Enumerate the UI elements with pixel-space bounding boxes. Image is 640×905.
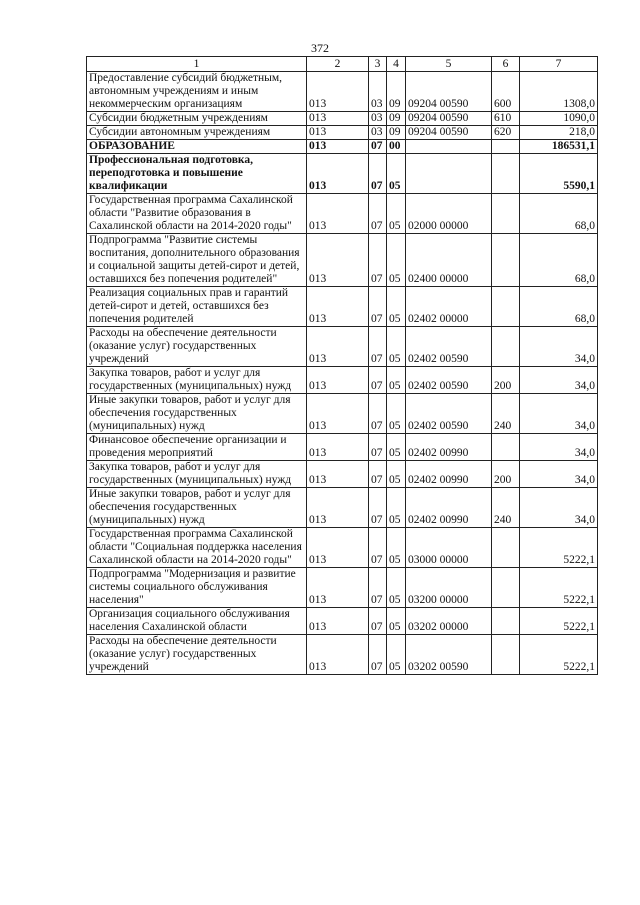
expense-type-code: 240 — [492, 488, 520, 528]
grbs-code: 013 — [307, 72, 369, 112]
expense-name: Организация социального обслуживания населения Сахалинской области — [87, 608, 307, 635]
section-code: 07 — [369, 461, 387, 488]
table-row — [87, 394, 598, 434]
subsection-code: 05 — [387, 568, 406, 608]
target-article-code: 03202 00000 — [406, 608, 492, 635]
section-code: 07 — [369, 488, 387, 528]
section-code: 07 — [369, 394, 387, 434]
grbs-code: 013 — [307, 635, 369, 675]
subsection-code: 00 — [387, 140, 406, 154]
table-row — [87, 635, 598, 675]
table-row — [87, 112, 598, 126]
table-row — [87, 488, 598, 528]
subsection-code: 05 — [387, 394, 406, 434]
column-header: 7 — [520, 57, 598, 72]
table-row — [87, 140, 598, 154]
amount: 5590,1 — [520, 154, 598, 194]
section-code: 07 — [369, 434, 387, 461]
expense-type-code — [492, 140, 520, 154]
expense-name: Закупка товаров, работ и услуг для государственных (муниципальных) нужд — [87, 367, 307, 394]
subsection-code: 05 — [387, 327, 406, 367]
table-row — [87, 194, 598, 234]
target-article-code: 02402 00990 — [406, 461, 492, 488]
amount: 68,0 — [520, 194, 598, 234]
amount: 186531,1 — [520, 140, 598, 154]
expense-type-code — [492, 568, 520, 608]
expense-name: Подпрограмма "Модернизация и развитие системы социального обслуживания населения" — [87, 568, 307, 608]
target-article-code: 09204 00590 — [406, 126, 492, 140]
column-header: 6 — [492, 57, 520, 72]
column-header: 3 — [369, 57, 387, 72]
grbs-code: 013 — [307, 434, 369, 461]
grbs-code: 013 — [307, 608, 369, 635]
column-header: 5 — [406, 57, 492, 72]
expense-type-code: 600 — [492, 72, 520, 112]
expense-name: Профессиональная подготовка, переподготовка и повышение квалификации — [87, 154, 307, 194]
amount: 1308,0 — [520, 72, 598, 112]
column-header: 4 — [387, 57, 406, 72]
budget-table-body — [87, 57, 598, 675]
target-article-code: 03202 00590 — [406, 635, 492, 675]
subsection-code: 05 — [387, 461, 406, 488]
table-row — [87, 568, 598, 608]
expense-type-code: 200 — [492, 461, 520, 488]
section-code: 07 — [369, 367, 387, 394]
section-code: 07 — [369, 154, 387, 194]
expense-name: Иные закупки товаров, работ и услуг для обеспечения государственных (муниципальных) нужд — [87, 488, 307, 528]
amount: 34,0 — [520, 367, 598, 394]
subsection-code: 05 — [387, 635, 406, 675]
expense-name: Государственная программа Сахалинской области "Социальная поддержка населения Сахалинской области на 2014-2020 годы" — [87, 528, 307, 568]
expense-type-code: 240 — [492, 394, 520, 434]
grbs-code: 013 — [307, 140, 369, 154]
expense-type-code — [492, 528, 520, 568]
section-code: 07 — [369, 194, 387, 234]
expense-name: Расходы на обеспечение деятельности (оказание услуг) государственных учреждений — [87, 327, 307, 367]
grbs-code: 013 — [307, 154, 369, 194]
amount: 34,0 — [520, 327, 598, 367]
page-number: 372 — [311, 41, 329, 55]
section-code: 07 — [369, 327, 387, 367]
expense-name: Подпрограмма "Развитие системы воспитания, дополнительного образования и социальной защиты детей-сирот и детей, оставшихся без попечения родителей" — [87, 234, 307, 287]
table-row — [87, 434, 598, 461]
subsection-code: 05 — [387, 434, 406, 461]
table-row — [87, 528, 598, 568]
target-article-code — [406, 154, 492, 194]
grbs-code: 013 — [307, 394, 369, 434]
expense-name: Закупка товаров, работ и услуг для государственных (муниципальных) нужд — [87, 461, 307, 488]
table-row — [87, 327, 598, 367]
column-header-row — [87, 57, 598, 72]
expense-type-code — [492, 635, 520, 675]
section-code: 03 — [369, 112, 387, 126]
expense-type-code — [492, 327, 520, 367]
subsection-code: 05 — [387, 528, 406, 568]
subsection-code: 05 — [387, 194, 406, 234]
target-article-code: 09204 00590 — [406, 112, 492, 126]
expense-type-code — [492, 287, 520, 327]
amount: 68,0 — [520, 234, 598, 287]
subsection-code: 05 — [387, 287, 406, 327]
budget-table — [86, 56, 598, 675]
target-article-code: 02400 00000 — [406, 234, 492, 287]
amount: 1090,0 — [520, 112, 598, 126]
amount: 34,0 — [520, 461, 598, 488]
subsection-code: 09 — [387, 126, 406, 140]
expense-name: ОБРАЗОВАНИЕ — [87, 140, 307, 154]
expense-type-code: 200 — [492, 367, 520, 394]
grbs-code: 013 — [307, 461, 369, 488]
target-article-code: 03200 00000 — [406, 568, 492, 608]
amount: 34,0 — [520, 394, 598, 434]
amount: 5222,1 — [520, 528, 598, 568]
section-code: 03 — [369, 126, 387, 140]
expense-type-code: 610 — [492, 112, 520, 126]
grbs-code: 013 — [307, 488, 369, 528]
column-header: 1 — [87, 57, 307, 72]
subsection-code: 09 — [387, 72, 406, 112]
target-article-code: 09204 00590 — [406, 72, 492, 112]
table-row — [87, 154, 598, 194]
expense-type-code — [492, 154, 520, 194]
table-row — [87, 126, 598, 140]
expense-name: Государственная программа Сахалинской области "Развитие образования в Сахалинской области на 2014-2020 годы" — [87, 194, 307, 234]
target-article-code — [406, 140, 492, 154]
expense-name: Предоставление субсидий бюджетным, автономным учреждениям и иным некоммерческим организациям — [87, 72, 307, 112]
amount: 218,0 — [520, 126, 598, 140]
expense-name: Расходы на обеспечение деятельности (оказание услуг) государственных учреждений — [87, 635, 307, 675]
target-article-code: 02402 00990 — [406, 488, 492, 528]
section-code: 07 — [369, 234, 387, 287]
section-code: 07 — [369, 568, 387, 608]
amount: 5222,1 — [520, 635, 598, 675]
target-article-code: 02402 00590 — [406, 327, 492, 367]
subsection-code: 05 — [387, 608, 406, 635]
table-row — [87, 608, 598, 635]
expense-name: Субсидии автономным учреждениям — [87, 126, 307, 140]
expense-type-code — [492, 234, 520, 287]
grbs-code: 013 — [307, 568, 369, 608]
expense-name: Субсидии бюджетным учреждениям — [87, 112, 307, 126]
subsection-code: 05 — [387, 234, 406, 287]
grbs-code: 013 — [307, 112, 369, 126]
amount: 5222,1 — [520, 568, 598, 608]
expense-name: Реализация социальных прав и гарантий детей-сирот и детей, оставшихся без попечения родителей — [87, 287, 307, 327]
grbs-code: 013 — [307, 194, 369, 234]
table-row — [87, 461, 598, 488]
grbs-code: 013 — [307, 287, 369, 327]
expense-type-code: 620 — [492, 126, 520, 140]
amount: 34,0 — [520, 434, 598, 461]
section-code: 07 — [369, 287, 387, 327]
grbs-code: 013 — [307, 234, 369, 287]
amount: 5222,1 — [520, 608, 598, 635]
amount: 34,0 — [520, 488, 598, 528]
table-row — [87, 367, 598, 394]
table-row — [87, 287, 598, 327]
subsection-code: 09 — [387, 112, 406, 126]
target-article-code: 02402 00590 — [406, 367, 492, 394]
target-article-code: 03000 00000 — [406, 528, 492, 568]
amount: 68,0 — [520, 287, 598, 327]
expense-type-code — [492, 194, 520, 234]
column-header: 2 — [307, 57, 369, 72]
subsection-code: 05 — [387, 154, 406, 194]
section-code: 07 — [369, 140, 387, 154]
target-article-code: 02000 00000 — [406, 194, 492, 234]
table-row — [87, 234, 598, 287]
section-code: 07 — [369, 528, 387, 568]
grbs-code: 013 — [307, 327, 369, 367]
section-code: 03 — [369, 72, 387, 112]
expense-name: Иные закупки товаров, работ и услуг для обеспечения государственных (муниципальных) нужд — [87, 394, 307, 434]
section-code: 07 — [369, 608, 387, 635]
grbs-code: 013 — [307, 528, 369, 568]
subsection-code: 05 — [387, 488, 406, 528]
table-row — [87, 72, 598, 112]
section-code: 07 — [369, 635, 387, 675]
grbs-code: 013 — [307, 367, 369, 394]
target-article-code: 02402 00590 — [406, 394, 492, 434]
expense-name: Финансовое обеспечение организации и проведения мероприятий — [87, 434, 307, 461]
target-article-code: 02402 00000 — [406, 287, 492, 327]
target-article-code: 02402 00990 — [406, 434, 492, 461]
subsection-code: 05 — [387, 367, 406, 394]
expense-type-code — [492, 434, 520, 461]
expense-type-code — [492, 608, 520, 635]
grbs-code: 013 — [307, 126, 369, 140]
